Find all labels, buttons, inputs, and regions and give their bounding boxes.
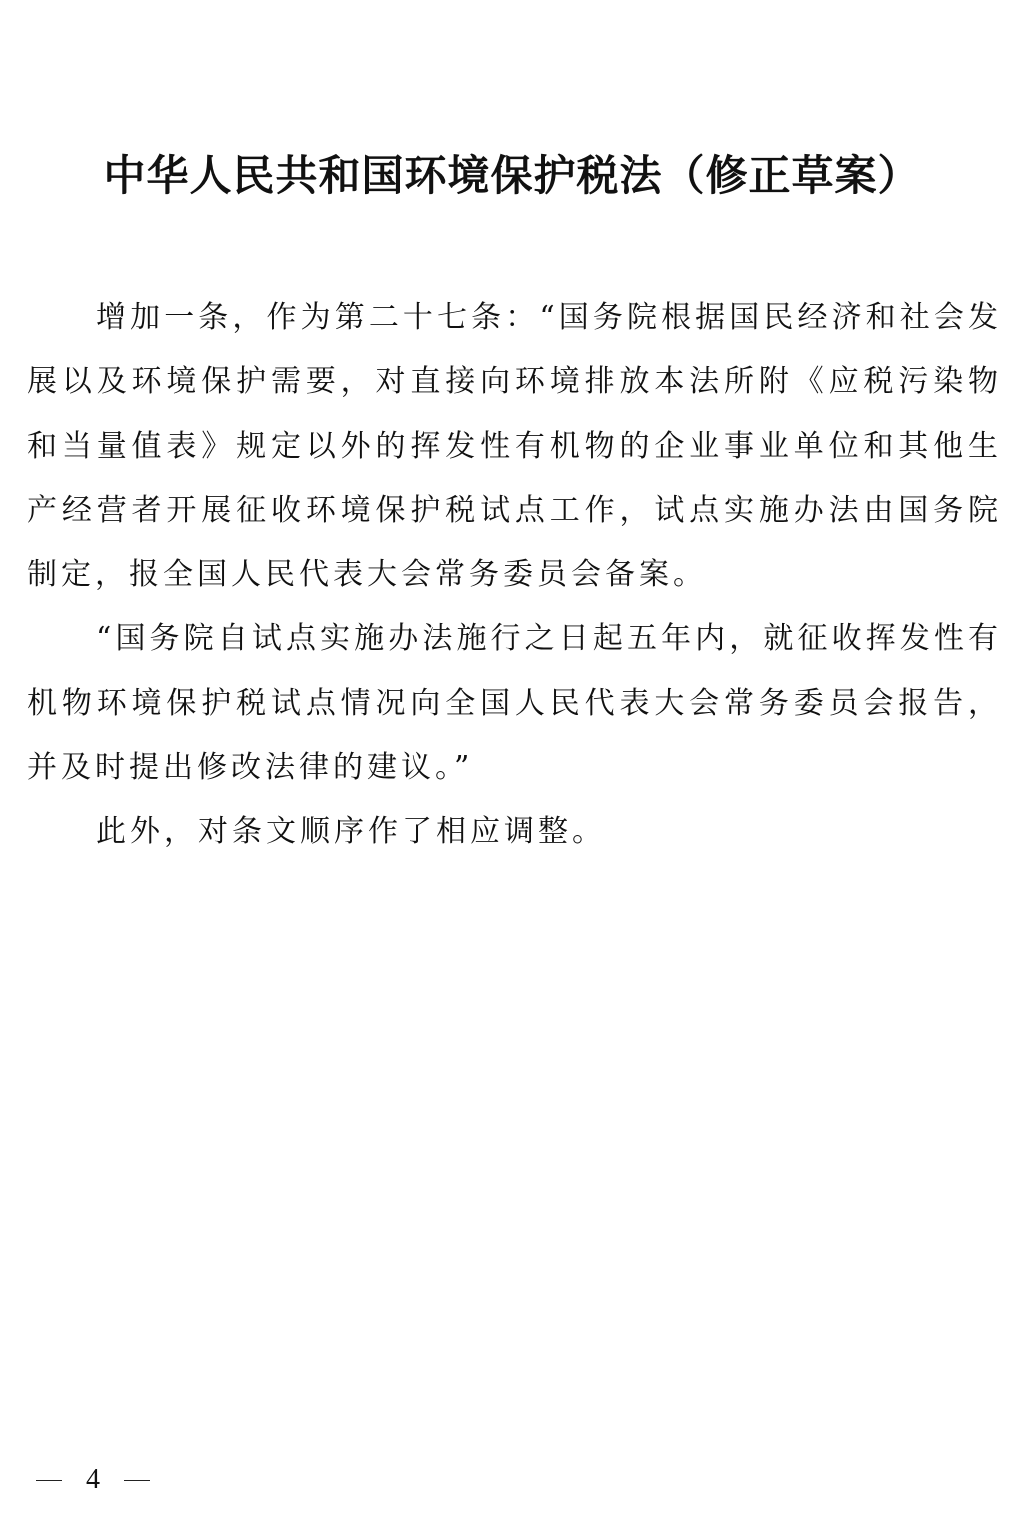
left-dash [36,1480,62,1481]
page-number: 4 [86,1464,100,1495]
right-dash [124,1480,150,1481]
paragraph-order-adjustment: 此外，对条文顺序作了相应调整。 [96,814,606,850]
paragraph-report-requirement: “国务院自试点实施办法施行之日起五年内，就征收挥发性有机物环境保护税试点情况向全国人民代表大会常务委员会报告，并及时提出修改法律的建议。” [27,621,1002,786]
paragraph-article-27: 增加一条，作为第二十七条：“国务院根据国民经济和社会发展以及环境保护需要，对直接向环境排放本法所附《应税污染物和当量值表》规定以外的挥发性有机物的企业事业单位和其他生产经营者开展征收环境保护税试点工作，试点实施办法由国务院制定，报全国人民代表大会常务委员会备案。 [27,300,1002,593]
document-body [27,286,1002,865]
document-title: 中华人民共和国环境保护税法（修正草案） [103,151,921,200]
page-number-footer [36,1460,150,1500]
